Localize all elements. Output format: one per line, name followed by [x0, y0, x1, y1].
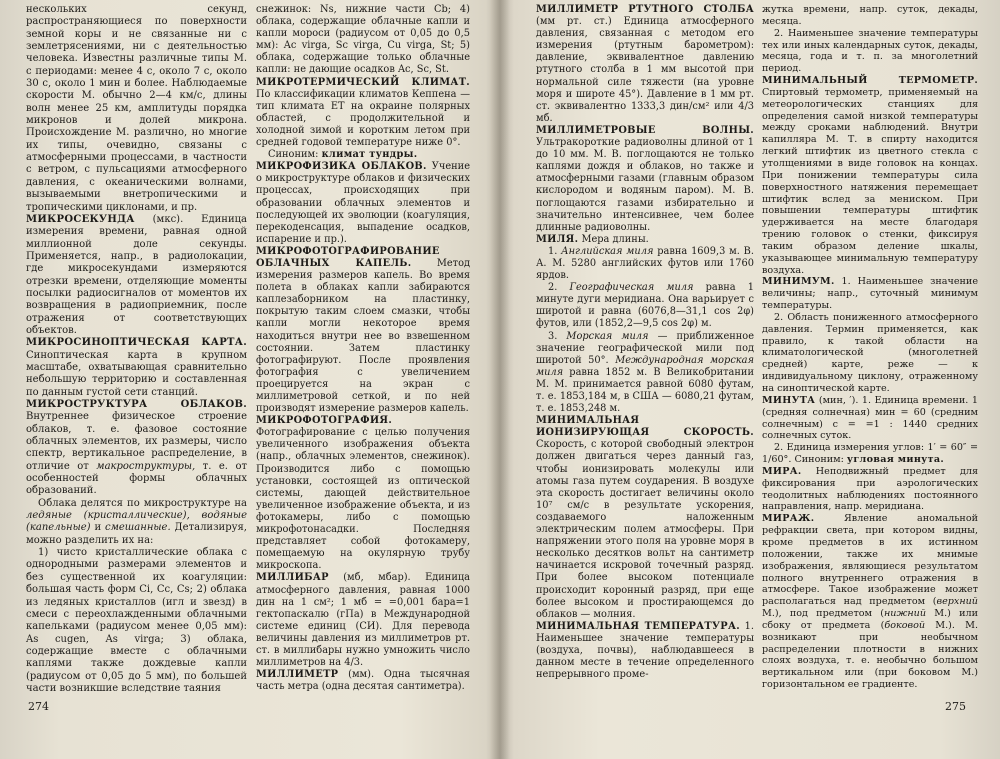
entry-millimeter — [256, 669, 470, 693]
entry-mmhg — [536, 4, 754, 125]
entry-text: Скорость, с которой свободный электрон должен двигаться через данный газ, чтобы ионизировать молекулы или атомы газа путем соударения. В воздухе эта скорость достигает величины около 10⁷ см/с в результате ускорения, создаваемого наложенным электрическим полем атмосферы. При напряжении этого поля на уровне моря в несколько десятков вольт на сантиметр начинается искровой точечный разряд. При более высоком потенциале происходит коронный разряд, при еще более высоком и простирающемся до облаков — молния. — [536, 439, 754, 620]
entry-text: (мб, мбар). Единица атмосферного давления, равная 1000 дин на 1 см²; 1 мб = =0,001 бара=1 гектопаскалю (гПа) в Международной системе единиц (СИ). Для перевода величины давления из миллиметров рт. ст. в миллибары нужно умножить число миллиметров на 4/3. — [256, 572, 470, 669]
entry-text: 2. Единица измерения углов: 1′ = 60″ = 1/60°. Синоним: — [762, 442, 978, 466]
paragraph: жутка времени, напр. суток, декады, месяца. — [762, 4, 978, 27]
headword: МИНИМУМ. — [762, 276, 835, 288]
entry-cloud-microstructure — [26, 399, 247, 498]
headword: МИЛЯ. — [536, 233, 579, 245]
headword: МИЛЛИМЕТРОВЫЕ ВОЛНЫ. — [536, 124, 754, 136]
entry-text: Синоптическая карта в крупном масштабе, охватывающая сравнительно небольшую территорию и составленная по данным густой сети станций. — [26, 349, 247, 398]
headword: МИКРОФОТОГРАФИРОВАНИЕ ОБЛАЧНЫХ КАПЕЛЬ. — [256, 245, 440, 269]
italic-term: макроструктуры, — [96, 460, 196, 472]
headword: МИРАЖ. — [762, 513, 815, 525]
entry-mirage — [762, 513, 978, 691]
paragraph — [536, 282, 754, 330]
entry-text: М.), под предметом ( — [762, 608, 884, 620]
entry-text: (мм). Одна тысячная часть метра (одна десятая сантиметра). — [256, 669, 470, 693]
headword: МИНУТА — [762, 394, 816, 406]
paragraph — [536, 246, 754, 282]
headword: МИКРОСТРУКТУРА ОБЛАКОВ. — [26, 399, 247, 410]
entry-text: Мера длины. — [578, 233, 649, 245]
headword: МИНИМАЛЬНЫЙ ТЕРМОМЕТР. — [762, 75, 978, 87]
entry-minute — [762, 395, 978, 442]
column-4 — [762, 4, 978, 691]
entry-microphotographing — [256, 246, 470, 415]
entry-text: Явление аномальной рефракции света, при котором видны, кроме предметов в их истинном положении, также их мнимые изображения, являющиеся результатом полного внутреннего отражения в атмосфере. Такое изображение может располагаться над предметом ( — [762, 513, 978, 608]
italic-term: ледяные (кристаллические), водяные (капельные) — [26, 510, 247, 534]
entry-text: 2. — [548, 282, 570, 294]
entry-text: Облака делятся по микроструктуре на — [38, 497, 247, 509]
column-3 — [536, 4, 754, 681]
paragraph: 2. Область пониженного атмосферного давления. Термин применяется, как правило, к такой области на климатологической (многолетней средней) карте, реже — к индивидуальному циклону, отраженному на синоптической карте. — [762, 311, 978, 394]
entry-text: По классификации климатов Кеппена — тип климата ЕТ на окраине полярных областей, с продолжительной и холодной зимой и коротким летом при средней годовой температуре ниже 0°. — [256, 88, 470, 149]
entry-text: (мин, ′). 1. Единица времени. 1 (средняя солнечная) мин = 60 (средним солнечным) с = =1 : 1440 средних солнечных суток. — [762, 394, 978, 442]
column-1 — [26, 4, 247, 695]
entry-text: равна 1 минуте дуги меридиана. Она варьирует с широтой и равна (6076,8—31,1 cos 2φ) футов, или (1852,2—9,5 cos 2φ) м. — [536, 282, 754, 330]
synonym-label: Синоним: — [268, 149, 322, 161]
entry-mile — [536, 234, 754, 246]
synonym-value: угловая минута. — [846, 454, 944, 466]
entry-text: М.) или сбоку от предмета ( — [762, 608, 978, 631]
entry-microsynoptic-map — [26, 337, 247, 399]
entry-text: Метод измерения размеров капель. Во время полета в облаках капли забираются каплезаборником на пластинку, покрытую таким слоем смазки, чтобы капли могли некоторое время находиться внутри нее во взвешенном состоянии. Затем пластинку фотографируют. После проявления фотография с увеличением проецируется на экран с миллиметровой сеткой, и по ней производят измерение размеров капель. — [256, 257, 470, 415]
headword: МИЛЛИМЕТР — [256, 669, 339, 681]
paragraph: 1) чисто кристаллические облака с однородными размерами элементов и без существенной их коагуляции: большая часть форм Ci, Cc, Cs; 2) облака из ледяных кристаллов (игл и звезд) в смеси с переохлажденными облачными капельками (радиусом менее 0,05 мм): As cugen, As virga; 3) облака, содержащие вместе с облачными каплями также дождевые капли (радиусом от 0,05 до 5 мм), по большей части возникшие вследствие таяния — [26, 547, 247, 694]
entry-text: Спиртовый термометр, применяемый на метеорологических станциях для определения самой низкой температуры между сроками наблюдений. Внутри капилляра М. Т. в спирту находится легкий штифтик из цветного стекла с утолщениями в виде головок на концах. При понижении температуры сила поверхностного натяжения перемещает штифтик вслед за мениском. При повышении температуры штифтик удерживается на месте благодаря трению головок о стенки, фиксируя таким образом деление шкалы, указывающее минимальную температуру воздуха. — [762, 86, 978, 276]
entry-text: Ультракороткие радиоволны длиной от 1 до 10 мм. М. В. поглощаются не только каплями дождя и облаков, но также и атмосферными газами (главным образом кислородом и водяным паром). М. В. поглощаются газами избирательно и значительно интенсивнее, чем более длинные радиоволны. — [536, 137, 754, 233]
entry-min-temperature — [536, 621, 754, 681]
paragraph: снежинок: Ns, нижние части Cb; 4) облака, содержащие облачные капли и капли мороси (радиусом от 0,05 до 0,5 мм): Ac virga, Sc virga, Cu virga, St; 5) облака, содержащие только облачные капли: не дающие осадков Ac, Sc, St. — [256, 4, 470, 76]
italic-term: верхний — [936, 596, 978, 608]
entry-text: 1. — [548, 245, 562, 257]
entry-microphotography — [256, 415, 470, 572]
italic-term: Английская миля — [561, 245, 654, 257]
paragraph — [762, 442, 978, 466]
entry-mira — [762, 466, 978, 513]
italic-term: смешанные. — [104, 522, 171, 534]
italic-term: нижний — [883, 608, 927, 620]
headword: МИЛЛИМЕТР РТУТНОГО СТОЛБА — [536, 4, 754, 15]
headword: МИКРОСИНОПТИЧЕСКАЯ КАРТА. — [26, 337, 247, 349]
italic-term: Международная морская миля — [536, 354, 754, 378]
entry-cloud-microphysics — [256, 161, 470, 246]
entry-microthermal-climate — [256, 77, 470, 150]
entry-min-ionizing-speed — [536, 415, 754, 621]
entry-text: т. е. от особенностей формы облачных образований. — [26, 460, 247, 497]
synonym-value: климат тундры. — [321, 149, 418, 161]
headword: МИНИМАЛЬНАЯ ТЕМПЕРАТУРА. — [536, 620, 740, 632]
entry-text: 1. Наименьшее значение температуры (воздуха, почвы), наблюдавшееся в данном месте в течение определенного непрерывного проме- — [536, 620, 754, 681]
entry-text: Детализируя, можно разделить их на: — [26, 522, 247, 546]
headword: МИКРОСЕКУНДА — [26, 213, 135, 225]
paragraph — [536, 331, 754, 416]
page-number-right: 275 — [945, 700, 966, 713]
italic-term: боковой — [884, 619, 926, 631]
entry-min-thermometer — [762, 75, 978, 276]
entry-minimum — [762, 276, 978, 312]
entry-text: (мм рт. ст.) Единица атмосферного давления, связанная с методом его измерения (ртутным барометром): давление, эквивалентное давлению ртутного столба в 1 мм высотой при нормальной силе тяжести (на уровне моря и широте 45°). Давление в 1 мм рт. ст. эквивалентно 1333,3 дин/см² или 4/3 мб. — [536, 16, 754, 124]
entry-text: Учение о микроструктуре облаков и физических процессах, происходящих при образовании облачных элементов и последующей их эволюции (коагуляция, перекоденсация, выпадение осадков, испарение и пр.). — [256, 161, 470, 245]
entry-text: и — [90, 522, 105, 534]
headword: МИКРОФИЗИКА ОБЛАКОВ. — [256, 161, 427, 173]
entry-text: — приближенное значение географической мили под широтой 50°. — [536, 330, 754, 366]
headword: МИКРОТЕРМИЧЕСКИЙ КЛИМАТ. — [256, 76, 470, 88]
entry-text: Внутреннее физическое строение облаков, т. е. фазовое состояние облачных элементов, их размеры, число спектр, вертикальное распределение, в отличие от — [26, 411, 247, 472]
entry-text: 1. Наименьшее значение величины; напр., суточный минимум температуры. — [762, 276, 978, 312]
headword: МИЛЛИБАР — [256, 572, 329, 584]
paragraph — [26, 498, 247, 547]
headword: МИКРОФОТОГРАФИЯ. — [256, 415, 393, 427]
entry-text: равна 1852 м. В Великобритании М. М. принимается равной 6080 футам, т. е. 1853,184 м, в США — 6080,21 футам, т. е. 1853,248 м. — [536, 366, 754, 415]
paragraph: 2. Наименьшее значение температуры тех или иных календарных суток, декады, месяца, года и т. п. за многолетний период. — [762, 27, 978, 75]
paragraph: нескольких секунд, распространяющиеся по поверхности земной коры и не связанные ни с землетрясениями, ни с деятельностью человека. Известны различные типы М. с периодами: менее 4 с, около 7 с, около 30 с, около 1 мин и более. Наблюдаемые скорости М. обычно 2—4 км/с, длины волн менее 25 км, амплитуды порядка микронов и долей микрона. Происхождение М. различно, но многие их типы, очевидно, связаны с атмосферными процессами, в частности с ветром, с пульсациями атмосферного давления, с океаническими волнами, вызываемыми внетропическими и тропическими циклонами, и пр. — [26, 4, 247, 213]
column-2 — [256, 4, 470, 693]
italic-term: Морская миля — [566, 330, 649, 342]
entry-millimeter-waves — [536, 125, 754, 234]
entry-microsecond — [26, 214, 247, 337]
headword: МИНИМАЛЬНАЯ ИОНИЗИРУЮЩАЯ СКОРОСТЬ. — [536, 415, 754, 439]
entry-text: Фотографирование с целью получения увеличенного изображения объекта (напр., облачных элементов, снежинок). Производится либо с помощью установки, состоящей из оптической системы, дающей действительное увеличенное изображение объекта, и из фотокамеры, либо с помощью микрофотонасадки. Последняя представляет собой фотокамеру, помещаемую на окулярную трубу микроскопа. — [256, 427, 470, 572]
entry-millibar — [256, 572, 470, 669]
page-number-left: 274 — [28, 700, 49, 713]
entry-text: 3. — [548, 330, 567, 342]
entry-text: равна 1609,3 м. В. А. М. 5280 английских футов или 1760 ярдов. — [536, 245, 754, 282]
headword: МИРА. — [762, 465, 802, 477]
synonym-line — [256, 149, 470, 161]
entry-text: М.). М. возникают при необычном распределении плотности в нижних слоях воздуха, т. е. необычно большом вертикальном или (при боковом М.) горизонтальном ее градиенте. — [762, 619, 979, 691]
italic-term: Географическая миля — [569, 282, 694, 294]
entry-text: (мкс). Единица измерения времени, равная одной миллионной доле секунды. Применяется, напр., в радиолокации, где микросекундами измеряются отрезки времени, отделяющие моменты посылки радиосигналов от моментов их возвращения в радиоприемник, после отражения от соответствующих объектов. — [26, 213, 247, 336]
entry-text: Неподвижный предмет для фиксирования при аэрологических теодолитных наблюдениях постоянного направления, напр. меридиана. — [762, 465, 978, 513]
right-page — [500, 0, 1000, 759]
